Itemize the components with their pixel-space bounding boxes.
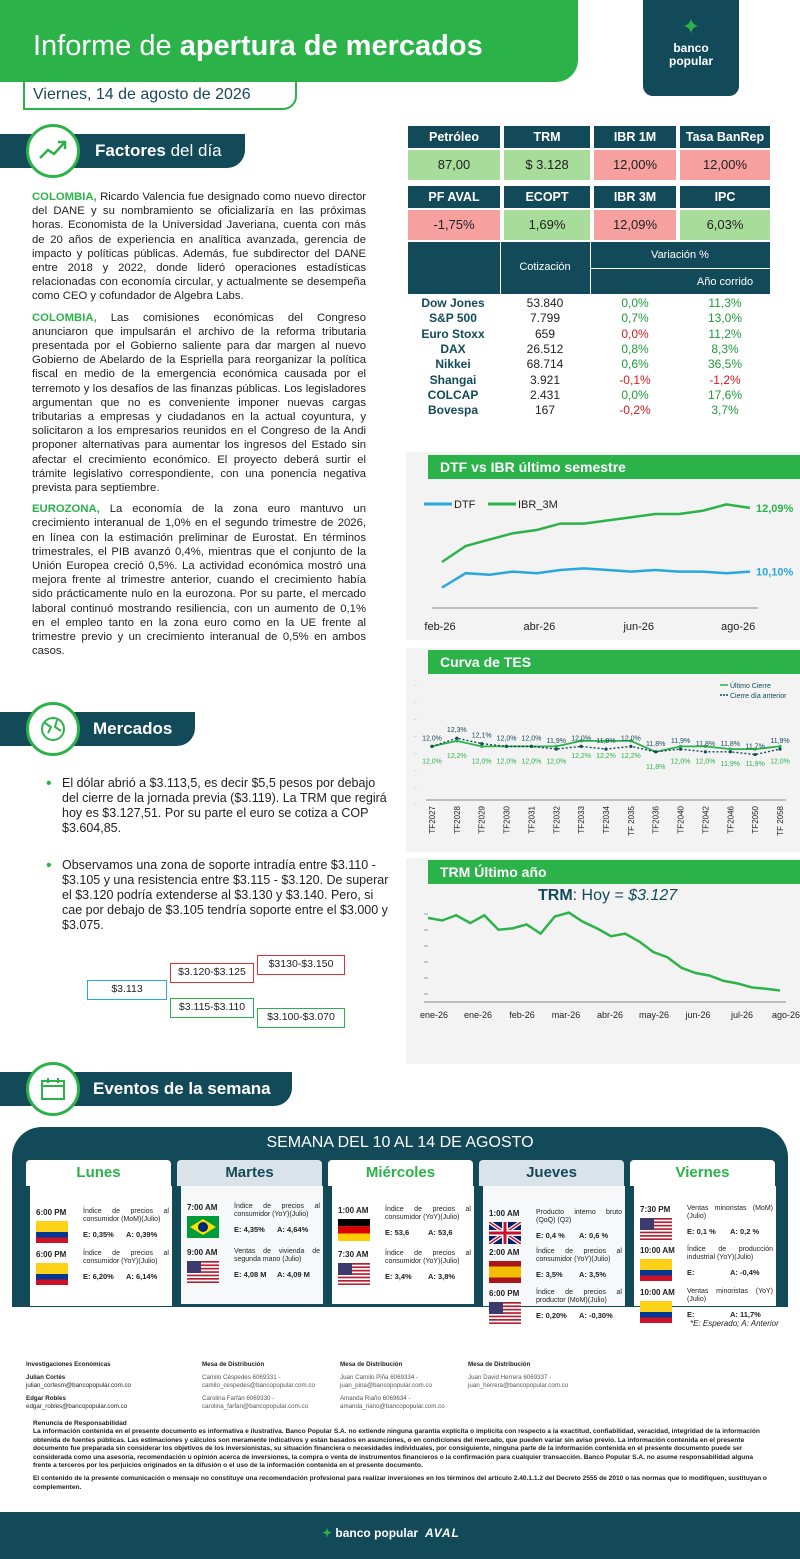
event-time: 7:30 AM bbox=[338, 1250, 369, 1259]
x-tick-label: TF 2035 bbox=[626, 806, 636, 836]
trm-line bbox=[428, 913, 780, 991]
series-line-ibr_3m bbox=[442, 504, 750, 562]
event-name: Índice de precios al consumidor (YoY)(Julio) bbox=[83, 1250, 169, 1265]
data-point bbox=[778, 745, 781, 748]
eventos-header: Eventos de la semana bbox=[0, 1072, 292, 1106]
week-title: SEMANA DEL 10 AL 14 DE AGOSTO bbox=[266, 1134, 534, 1151]
col-variacion: Variación % bbox=[651, 249, 709, 261]
data-label: 12,0% bbox=[695, 758, 716, 766]
event-time: 1:00 AM bbox=[338, 1206, 369, 1215]
data-point bbox=[480, 742, 483, 745]
country-flag-icon bbox=[187, 1261, 219, 1283]
event-previous: A: 11,7% bbox=[730, 1310, 761, 1319]
table-row bbox=[408, 374, 770, 387]
table-row bbox=[408, 358, 770, 371]
event-name: Índice de precios al consumidor (YoY)(Julio) bbox=[385, 1206, 471, 1221]
legend-label: IBR_3M bbox=[518, 499, 558, 511]
x-tick-label: TF2034 bbox=[602, 806, 611, 834]
cell-var: -0,2% bbox=[619, 403, 651, 418]
x-tick-label: may-26 bbox=[638, 1010, 670, 1020]
x-tick-label: TF2027 bbox=[428, 806, 437, 834]
data-label: 11,8% bbox=[695, 740, 716, 748]
data-label: 11,9% bbox=[770, 738, 790, 746]
end-label: 10,10% bbox=[756, 566, 794, 579]
event-time: 10:00 AM bbox=[640, 1246, 675, 1255]
event-item bbox=[187, 1203, 323, 1243]
indicator-value: 6,03% bbox=[680, 210, 770, 240]
cell-ytd: 8,3% bbox=[711, 341, 739, 356]
indicator-label: IBR 3M bbox=[594, 186, 676, 208]
day-jueves: Jueves bbox=[479, 1160, 624, 1186]
x-tick-label: abr-26 bbox=[596, 1010, 624, 1020]
y-tick-label: — bbox=[414, 717, 417, 721]
data-label: 12,3% bbox=[446, 727, 467, 735]
indicator-value: 12,00% bbox=[594, 150, 676, 180]
data-label: 12,0% bbox=[546, 758, 567, 766]
event-expected: E: 0,35% bbox=[83, 1230, 114, 1239]
x-tick-label: TF2030 bbox=[502, 806, 512, 834]
event-expected: E: bbox=[687, 1268, 695, 1277]
y-tick-label: — bbox=[414, 683, 417, 687]
series-line-dtf bbox=[442, 568, 750, 587]
x-tick-label: ago-26 bbox=[720, 621, 756, 633]
event-name: Ventas minoristas (MoM) (Julio) bbox=[687, 1205, 773, 1220]
event-item bbox=[36, 1208, 172, 1248]
events-note: *E: Esperado; A: Anterior bbox=[690, 1319, 779, 1328]
x-tick-label: ago-26 bbox=[771, 1010, 800, 1020]
page-title: Informe de apertura de mercados bbox=[33, 30, 483, 62]
data-point bbox=[505, 745, 508, 748]
mercados-header: Mercados bbox=[0, 712, 195, 746]
country-flag-icon bbox=[489, 1302, 521, 1324]
cell-ytd: -1,2% bbox=[709, 372, 741, 387]
table-row bbox=[408, 343, 770, 356]
calendar-icon bbox=[26, 1062, 80, 1116]
bank-logo: ✦ banco popular bbox=[643, 0, 739, 96]
x-tick-label: TF2033 bbox=[577, 806, 587, 834]
factores-text bbox=[32, 190, 366, 659]
data-label: 12,0% bbox=[496, 735, 517, 743]
indicator-value: $ 3.128 bbox=[504, 150, 590, 180]
level-support: $3.100-$3.070 bbox=[257, 1008, 345, 1028]
mercados-bullets bbox=[62, 776, 390, 933]
data-point bbox=[555, 745, 558, 748]
x-tick-label: TF2029 bbox=[477, 806, 487, 834]
y-tick-label: — bbox=[414, 734, 417, 738]
cell-name: DAX bbox=[440, 341, 466, 356]
event-expected: E: 0,1 % bbox=[687, 1227, 716, 1236]
event-time: 1:00 AM bbox=[489, 1209, 520, 1218]
cell-cot: 53.840 bbox=[526, 296, 564, 310]
x-tick-label: feb-26 bbox=[424, 621, 456, 633]
event-name: Índice de producción industrial (YoY)(Julio) bbox=[687, 1246, 773, 1261]
cell-var: 0,8% bbox=[621, 341, 649, 356]
table-row bbox=[408, 328, 770, 341]
x-tick-label: TF2040 bbox=[676, 806, 686, 834]
event-item bbox=[489, 1289, 625, 1329]
data-point bbox=[604, 747, 607, 750]
level-current: $3.113 bbox=[87, 980, 167, 1000]
data-label: 12,0% bbox=[521, 735, 542, 743]
data-label: 12,2% bbox=[446, 752, 467, 760]
y-tick-label: — bbox=[414, 785, 417, 789]
event-name: Índice de precios al consumidor (YoY)(Julio) bbox=[234, 1203, 320, 1218]
data-label: 11,8% bbox=[646, 763, 666, 771]
level-resistance: $3.120-$3.125 bbox=[170, 963, 254, 983]
aval-logo: AVAL bbox=[425, 1526, 460, 1540]
news-paragraph: EUROZONA, La economía de la zona euro mantuvo un crecimiento interanual de 1,0% en el segundo trimestre de 2026, en línea con la estimación preliminar de Eurostat. En términos trimestrales, el PIB avanzó 0,4%, mientras que el conjunto de la Unión Europea creció 0,5%. La actividad económica mostró una mejora frente al trimestre anterior, cuando el crecimiento había sido prácticamente nulo en la eurozona. Por su parte, el mercado laboral continuó mostrando resiliencia, con un aumento de 0,1% en el empleo tanto en la zona euro como en la UE frente al trimestre previo y un crecimiento interanual de 0,5% en ambos casos. bbox=[32, 503, 366, 658]
event-time: 7:00 AM bbox=[187, 1203, 218, 1212]
country-flag-icon bbox=[187, 1216, 219, 1238]
event-expected: E: 0,4 % bbox=[536, 1231, 565, 1240]
footer-brand: ✦ banco popular bbox=[322, 1526, 419, 1540]
dtf-ibr-title: DTF vs IBR último semestre bbox=[428, 455, 800, 479]
event-previous: A: 3,5% bbox=[579, 1270, 607, 1279]
cell-cot: 167 bbox=[534, 403, 556, 418]
event-expected: E: 4,08 M bbox=[234, 1270, 267, 1279]
cell-ytd: 17,6% bbox=[707, 387, 743, 402]
country-flag-icon bbox=[338, 1263, 370, 1285]
x-tick-label: TF2046 bbox=[726, 806, 736, 834]
x-tick-label: TF2050 bbox=[751, 806, 761, 834]
cell-var: -0,1% bbox=[619, 372, 651, 387]
data-point bbox=[704, 750, 707, 753]
factores-header: Factores del día bbox=[0, 134, 245, 168]
data-label: 11,8% bbox=[720, 740, 740, 748]
event-time: 2:00 AM bbox=[489, 1248, 520, 1257]
country-flag-icon bbox=[489, 1222, 521, 1244]
data-label: 12,0% bbox=[521, 758, 542, 766]
end-label: 12,09% bbox=[756, 502, 794, 515]
legend-label: Cierre día anterior bbox=[730, 693, 787, 700]
event-time: 7:30 PM bbox=[640, 1205, 671, 1214]
table-row bbox=[408, 404, 770, 417]
x-tick-label: TF 2058 bbox=[776, 806, 785, 836]
event-item bbox=[338, 1250, 474, 1290]
logo-mark-icon: ✦ bbox=[681, 14, 701, 39]
event-item bbox=[640, 1246, 776, 1286]
day-lunes: Lunes bbox=[26, 1160, 171, 1186]
cell-cot: 3.921 bbox=[529, 372, 561, 387]
trm-subtitle: TRM: Hoy = $3.127 bbox=[538, 887, 678, 904]
data-label: 11,9% bbox=[720, 761, 740, 769]
x-tick-label: mar-26 bbox=[551, 1010, 581, 1020]
table-row bbox=[408, 312, 770, 325]
x-tick-label: jun-26 bbox=[623, 621, 655, 633]
day-viernes: Viernes bbox=[630, 1160, 775, 1186]
cell-var: 0,7% bbox=[621, 311, 649, 326]
event-expected: E: 3,4% bbox=[385, 1272, 412, 1281]
data-label: 12,0% bbox=[571, 735, 592, 743]
news-paragraph: COLOMBIA, Las comisiones económicas del Congreso anunciaron que impulsarán el archivo de la reforma tributaria presentada por el Gobierno saliente para dar margen al nuevo Gobierno de Abelardo de la Espriella para reorganizar la política fiscal en medio de la emergencia económica causada por el terremoto y los desafíos de las finanzas públicas. Los legisladores argumentan que no es conveniente imponer nuevas cargas tributarias a empresas y ciudadanos en la actual coyuntura, y solicitaron a los empresarios reunidos en el Congreso de la Andi proponer alternativas para aumentar los ingresos del Estado sin afectar el crecimiento económico. El proyecto deberá surtir el trámite legislativo correspondiente, con una ponencia negativa prevista para septiembre. bbox=[32, 311, 366, 495]
event-expected: E: 53,6 bbox=[385, 1228, 410, 1237]
data-label: 11,9% bbox=[670, 738, 691, 746]
cell-name: Nikkei bbox=[435, 357, 471, 372]
data-label: 12,0% bbox=[620, 735, 641, 743]
data-point bbox=[778, 747, 781, 750]
footer-bar bbox=[0, 1512, 800, 1559]
data-point bbox=[480, 745, 483, 748]
event-name: Índice de precios al consumidor (YoY)(Julio) bbox=[385, 1250, 471, 1265]
trm-chart bbox=[410, 906, 800, 1026]
data-label: 11,9% bbox=[745, 761, 765, 769]
event-time: 9:00 AM bbox=[187, 1248, 218, 1257]
data-point bbox=[729, 747, 732, 750]
data-label: 12,1% bbox=[471, 732, 492, 740]
indicator-value: -1,75% bbox=[408, 210, 500, 240]
cell-cot: 68.714 bbox=[526, 357, 564, 372]
x-tick-label: TF2042 bbox=[701, 806, 711, 834]
trm-title: TRM Último año bbox=[428, 860, 800, 884]
legend-label: Último Cierre bbox=[730, 683, 771, 690]
cell-ytd: 3,7% bbox=[711, 403, 739, 418]
tes-title: Curva de TES bbox=[428, 650, 800, 674]
x-tick-label: ene-26 bbox=[463, 1010, 493, 1020]
indicator-value: 1,69% bbox=[504, 210, 590, 240]
y-tick-label: — bbox=[414, 751, 417, 755]
event-time: 6:00 PM bbox=[36, 1208, 67, 1217]
contact-col: Mesa de Distribución Camilo Céspedes 6069331 - camilo_cespedes@bancopopular.com.co Carolina Farfán 6069330 - carolina_farfan@bancopopular.com.co bbox=[202, 1361, 315, 1410]
data-point bbox=[629, 745, 632, 748]
event-time: 6:00 PM bbox=[489, 1289, 520, 1298]
event-expected: E: 0,20% bbox=[536, 1311, 567, 1320]
event-name: Ventas de vivienda de segunda mano (Julio) bbox=[234, 1248, 320, 1263]
indicator-label: ECOPT bbox=[504, 186, 590, 208]
data-label: 12,2% bbox=[571, 752, 592, 760]
col-ytd: Año corrido bbox=[696, 276, 754, 288]
indicator-label: Petróleo bbox=[408, 126, 500, 148]
data-label: 11,7% bbox=[745, 743, 765, 751]
y-tick-label: — bbox=[414, 802, 417, 806]
data-label: 12,0% bbox=[670, 758, 691, 766]
country-flag-icon bbox=[338, 1219, 370, 1241]
event-previous: A: 0,2 % bbox=[730, 1227, 760, 1236]
data-point bbox=[530, 745, 533, 748]
day-martes: Martes bbox=[177, 1160, 322, 1186]
data-point bbox=[729, 750, 732, 753]
event-name: Índice de precios al consumidor (MoM)(Julio) bbox=[83, 1208, 169, 1223]
event-item bbox=[187, 1248, 323, 1288]
data-label: 12,0% bbox=[471, 758, 492, 766]
country-flag-icon bbox=[36, 1221, 68, 1243]
event-expected: E: bbox=[687, 1310, 695, 1319]
col-cotizacion: Cotización bbox=[519, 261, 571, 273]
indicator-value: 12,00% bbox=[680, 150, 770, 180]
x-tick-label: jul-26 bbox=[730, 1010, 754, 1020]
brand-mark-icon: ✦ bbox=[322, 1526, 336, 1540]
cell-ytd: 11,3% bbox=[708, 296, 742, 310]
event-previous: A: 3,8% bbox=[428, 1272, 456, 1281]
event-expected: E: 6,20% bbox=[83, 1272, 114, 1281]
data-label: 11,9% bbox=[546, 738, 566, 746]
country-flag-icon bbox=[36, 1263, 68, 1285]
indicator-label: TRM bbox=[504, 126, 590, 148]
report-date: Viernes, 14 de agosto de 2026 bbox=[23, 80, 297, 110]
x-tick-label: TF2036 bbox=[651, 806, 661, 834]
data-label: 12,0% bbox=[422, 758, 442, 766]
cell-ytd: 13,0% bbox=[707, 311, 743, 326]
data-point bbox=[455, 739, 458, 742]
data-point bbox=[679, 745, 682, 748]
cell-name: S&P 500 bbox=[429, 311, 477, 326]
indicator-label: IPC bbox=[680, 186, 770, 208]
data-label: 12,0% bbox=[770, 758, 790, 766]
x-tick-label: TF2032 bbox=[552, 806, 562, 834]
y-tick-label: — bbox=[414, 700, 417, 704]
event-item bbox=[489, 1248, 625, 1288]
data-point bbox=[754, 753, 757, 756]
cell-cot: 26.512 bbox=[526, 341, 564, 356]
cell-cot: 7.799 bbox=[529, 311, 561, 326]
chart-growth-icon bbox=[26, 124, 80, 178]
contact-col: Mesa de Distribución Juan Camilo Piña 6069334 - juan_pina@bancopopular.com.co Amanda Riaño 6069634 - amanda_riano@bancopopular.com.co bbox=[340, 1361, 445, 1410]
data-label: 12,0% bbox=[496, 758, 517, 766]
news-paragraph: COLOMBIA, Ricardo Valencia fue designado como nuevo director del DANE y su nombramiento se oficializaría en las próximas horas. Economista de la Universidad Javeriana, cuenta con más de 20 años de experiencia en analítica avanzada, gerencia de impacto y políticas públicas. Además, fue subdirector del DANE entre 2018 y 2022, donde lideró operaciones estadísticas relacionadas con economía circular, y actualmente se desempeña como CEO y cofundador de Algebra Labs. bbox=[32, 191, 366, 303]
data-label: 12,0% bbox=[422, 735, 442, 743]
table-row bbox=[408, 297, 770, 310]
country-flag-icon bbox=[640, 1301, 672, 1323]
data-point bbox=[679, 747, 682, 750]
table-row bbox=[408, 389, 770, 402]
cell-cot: 2.431 bbox=[529, 387, 561, 402]
event-previous: A: 0,6 % bbox=[579, 1231, 609, 1240]
indicator-label: Tasa BanRep bbox=[680, 126, 770, 148]
x-tick-label: TF2031 bbox=[527, 806, 537, 834]
data-point bbox=[555, 747, 558, 750]
data-point bbox=[580, 745, 583, 748]
data-label: 11,9% bbox=[596, 738, 616, 746]
event-item bbox=[36, 1250, 172, 1290]
cell-name: Shangai bbox=[429, 372, 477, 387]
x-tick-label: ene-26 bbox=[419, 1010, 449, 1020]
country-flag-icon bbox=[640, 1218, 672, 1240]
event-previous: A: -0,30% bbox=[579, 1311, 613, 1320]
bullet-item: • Observamos una zona de soporte intradía entre $3.110 - $3.105 y una resistencia entre $3.115 - $3.120. De superar el $3.120 podría extenderse al $3.130 y $3.140. Pero, si cae por debajo de $3.105 tendría soporte entre el $3.000 y $3.075. bbox=[62, 858, 390, 933]
event-previous: A: -0,4% bbox=[730, 1268, 760, 1277]
cell-var: 0,0% bbox=[621, 296, 649, 310]
bullet-item: • El dólar abrió a $3.113,5, es decir $5,5 pesos por debajo del cierre de la jornada previa ($3.119). La TRM que regirá hoy es $3.127,51. Por su parte el euro se cotiza a COP $3.604,85. bbox=[62, 776, 390, 836]
event-name: Producto interno bruto (QoQ) (Q2) bbox=[536, 1209, 622, 1224]
event-name: Índice de precios al consumidor (YoY)(Julio) bbox=[536, 1248, 622, 1263]
data-label: 12,2% bbox=[620, 752, 641, 760]
cell-name: Euro Stoxx bbox=[421, 326, 485, 341]
contact-col: Investigaciones Económicas Julian Cortés julian_cortesm@bancopopular.com.co Edgar Robles edgar_robles@bancopopular.com.co bbox=[26, 1361, 131, 1410]
globe-icon bbox=[26, 702, 80, 756]
level-resistance: $3130-$3.150 bbox=[257, 955, 345, 975]
cell-cot: 659 bbox=[534, 326, 556, 341]
cell-var: 0,6% bbox=[621, 357, 649, 372]
indices-table-header bbox=[408, 242, 770, 294]
data-point bbox=[455, 737, 458, 740]
event-previous: A: 4,64% bbox=[277, 1225, 309, 1234]
indicator-label: PF AVAL bbox=[408, 186, 500, 208]
cell-var: 0,0% bbox=[621, 387, 649, 402]
disclaimer: Renuncia de Responsabilidad La información contenida en el presente documento es informativa e ilustrativa. Banco Popular S.A. no extiende ninguna garantía explícita o implícita con respecto a la exactitud, confiabilidad, veracidad, integridad de la información obtenida de fuentes públicas. Las estimaciones y cálculos son meramente indicativos y están basados en asunciones, o en condiciones del mercado, que pueden variar sin aviso previo. La información contenida en el presente documento fue preparada sin considerar los objetivos de los inversionistas, su situación financiera o necesidades individuales, por consiguiente, ninguna parte de la información contenida en el presente documento puede ser considerada como una asesoría, recomendación u opinión acerca de inversiones, la compra o venta de instrumentos financieros o la confirmación para cualquier transacción. Banco Popular S.A. no asume responsabilidad alguna frente a terceros por los perjuicios originados en la difusión o el uso de la información contenida en el presente documento. El contenido de la presente comunicación o mensaje no constituye una recomendación profesional para realizar inversiones en los términos del artículo 2.40.1.1.2 del Decreto 2555 de 2010 o las normas que lo modifiquen, sustituyan o complementen. bbox=[33, 1420, 767, 1491]
indicator-value: 87,00 bbox=[408, 150, 500, 180]
cell-ytd: 11,2% bbox=[708, 326, 742, 341]
data-label: 12,2% bbox=[596, 752, 616, 760]
x-tick-label: jun-26 bbox=[685, 1010, 711, 1020]
y-tick-label: — bbox=[414, 768, 417, 772]
event-previous: A: 6,14% bbox=[126, 1272, 158, 1281]
event-name: Ventas minoristas (YoY)(Julio) bbox=[687, 1288, 773, 1303]
indicator-label: IBR 1M bbox=[594, 126, 676, 148]
legend-label: DTF bbox=[454, 499, 476, 511]
country-flag-icon bbox=[640, 1259, 672, 1281]
event-time: 10:00 AM bbox=[640, 1288, 675, 1297]
cell-name: Dow Jones bbox=[421, 296, 485, 310]
tes-chart bbox=[410, 676, 800, 850]
indicator-value: 12,09% bbox=[594, 210, 676, 240]
data-point bbox=[654, 750, 657, 753]
country-flag-icon bbox=[489, 1261, 521, 1283]
event-name: Índice de precios al productor (MoM)(Julio) bbox=[536, 1289, 622, 1304]
event-previous: A: 0,39% bbox=[126, 1230, 158, 1239]
cell-name: COLCAP bbox=[427, 387, 479, 402]
event-item bbox=[489, 1209, 625, 1249]
x-tick-label: feb-26 bbox=[509, 1010, 535, 1020]
data-point bbox=[430, 745, 433, 748]
cell-var: 0,0% bbox=[621, 326, 649, 341]
day-miercoles: Miércoles bbox=[328, 1160, 473, 1186]
event-previous: A: 53,6 bbox=[428, 1228, 453, 1237]
x-tick-label: TF2028 bbox=[452, 806, 462, 834]
event-item bbox=[640, 1205, 776, 1245]
event-expected: E: 4,35% bbox=[234, 1225, 265, 1234]
event-previous: A: 4,09 M bbox=[277, 1270, 310, 1279]
event-time: 6:00 PM bbox=[36, 1250, 67, 1259]
data-label: 11,8% bbox=[646, 740, 666, 748]
cell-name: Bovespa bbox=[427, 403, 479, 418]
contact-col: Mesa de Distribución Juan David Herrera 6069337 - juan_herrera@bancopopular.com.co bbox=[468, 1361, 569, 1389]
dtf-ibr-chart bbox=[410, 484, 800, 634]
cell-ytd: 36,5% bbox=[707, 357, 743, 372]
event-item bbox=[338, 1206, 474, 1246]
x-tick-label: abr-26 bbox=[523, 621, 556, 633]
event-expected: E: 3,5% bbox=[536, 1270, 563, 1279]
level-support: $3.115-$3.110 bbox=[170, 998, 254, 1018]
